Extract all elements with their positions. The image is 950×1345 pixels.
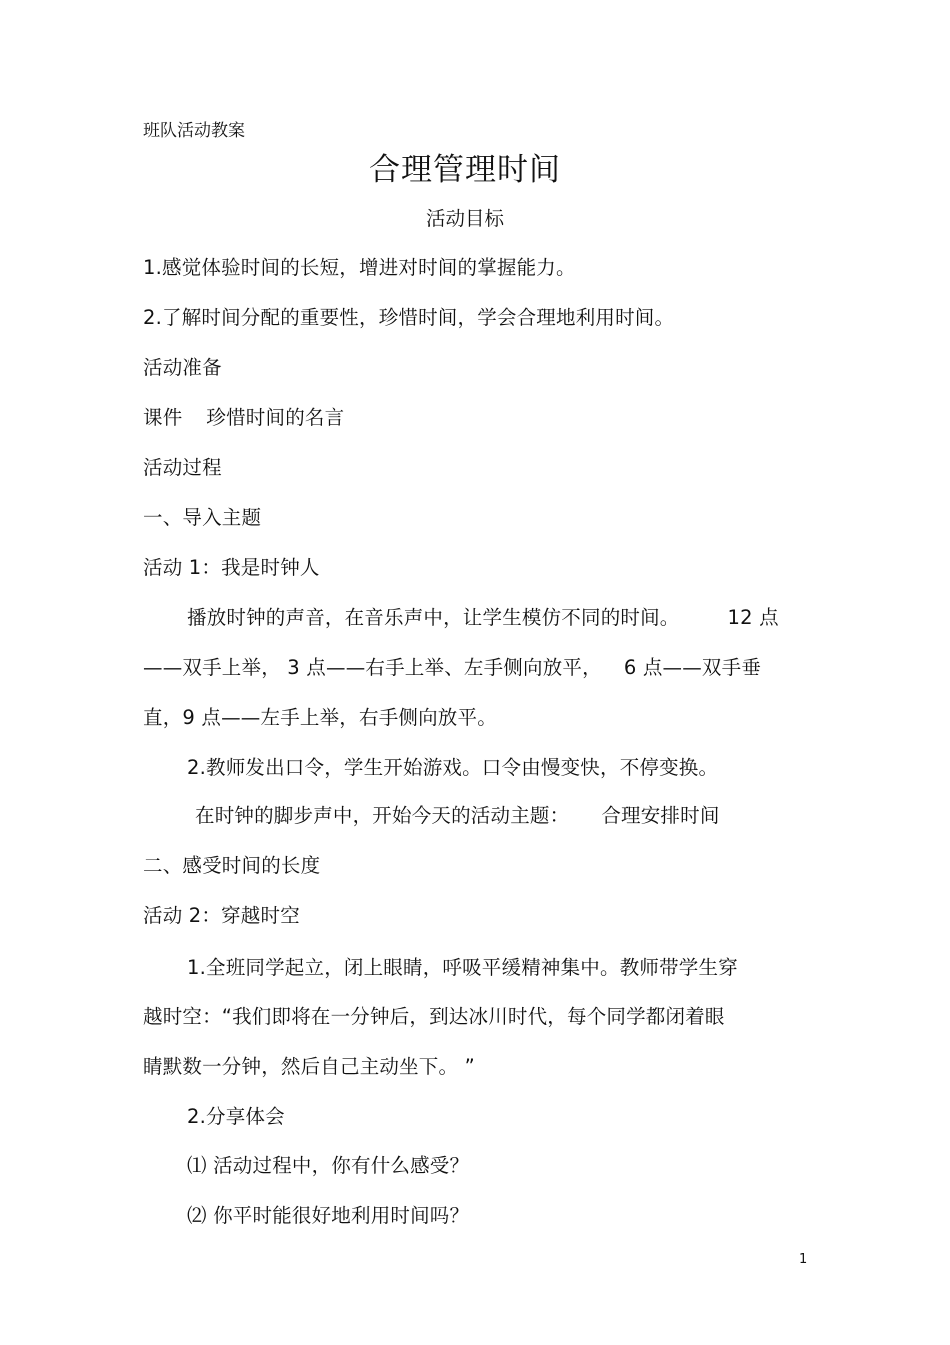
activity1-paragraph-line1 (187, 605, 779, 631)
process-heading: 活动过程 (143, 456, 222, 479)
document-title: 合理管理时间 (369, 152, 561, 188)
activity2-question-1: ⑴ 活动过程中，你有什么感受？ (187, 1154, 470, 1177)
document-header-label: 班队活动教案 (143, 121, 245, 141)
preparation-heading: 活动准备 (143, 356, 222, 379)
activity2-paragraph-line2: 越时空：“我们即将在一分钟后，到达冰川时代，每个同学都闭着眼 (143, 1005, 725, 1028)
activity2-share-heading: 2.分享体会 (187, 1105, 285, 1128)
activity1-text-c: ——双手上举， 3 点——右手上举、左手侧向放平， (143, 656, 602, 679)
activity1-theme-intro: 在时钟的脚步声中，开始今天的活动主题： (195, 804, 570, 827)
activity1-text-a: 播放时钟的声音，在音乐声中，让学生模仿不同的时间。 (187, 606, 680, 629)
activity1-paragraph-2: 2.教师发出口令，学生开始游戏。口令由慢变快，不停变换。 (187, 756, 719, 779)
objectives-heading: 活动目标 (425, 207, 504, 230)
preparation-item-courseware: 课件 (143, 406, 183, 429)
preparation-line (143, 405, 344, 431)
activity2-question-2: ⑵ 你平时能很好地利用时间吗？ (187, 1204, 470, 1227)
activity2-heading: 活动 2：穿越时空 (143, 904, 300, 927)
activity1-paragraph-line2 (143, 655, 761, 681)
page-number: 1 (799, 1252, 808, 1267)
activity1-text-d: 6 点——双手垂 (623, 656, 762, 679)
activity1-heading: 活动 1：我是时钟人 (143, 556, 320, 579)
activity1-text-b: 12 点 (727, 606, 779, 629)
activity1-paragraph-3 (195, 803, 720, 829)
activity1-paragraph-line3: 直，9 点——左手上举，右手侧向放平。 (143, 706, 497, 729)
objective-2: 2.了解时间分配的重要性，珍惜时间，学会合理地利用时间。 (143, 306, 675, 329)
preparation-item-quotes: 珍惜时间的名言 (206, 406, 345, 429)
part1-heading: 一、导入主题 (143, 506, 262, 529)
activity2-paragraph-line3: 睛默数一分钟，然后自己主动坐下。 ” (143, 1055, 475, 1078)
part2-heading: 二、感受时间的长度 (143, 854, 321, 877)
objective-1: 1.感觉体验时间的长短，增进对时间的掌握能力。 (143, 256, 576, 279)
activity1-theme: 合理安排时间 (601, 804, 720, 827)
activity2-paragraph-line1: 1.全班同学起立，闭上眼睛，呼吸平缓精神集中。教师带学生穿 (187, 956, 738, 979)
